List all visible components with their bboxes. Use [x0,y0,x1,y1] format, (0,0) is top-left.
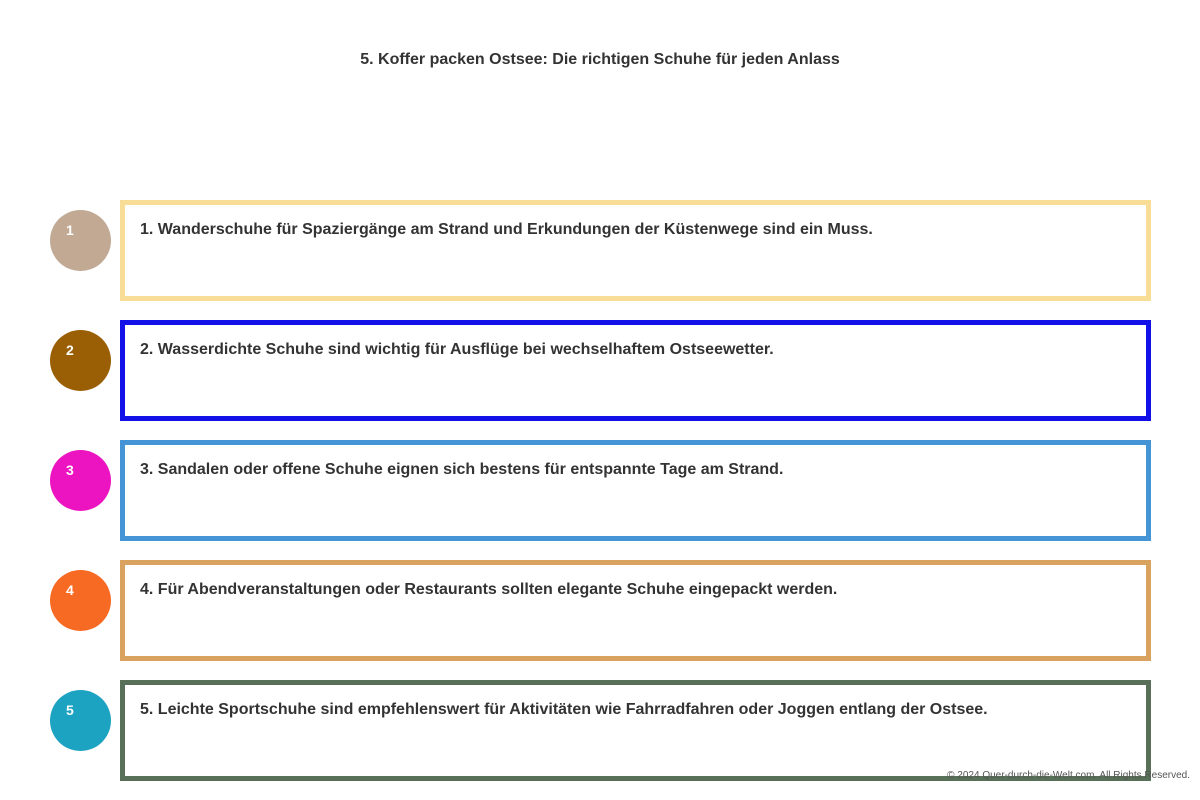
step-number-badge: 5 [50,690,111,751]
page-title: 5. Koffer packen Ostsee: Die richtigen Schuhe für jeden Anlass [360,51,840,68]
step-text: 5. Leichte Sportschuhe sind empfehlenswert für Aktivitäten wie Fahrradfahren oder Joggen entlang der Ostsee. [140,701,988,718]
copyright-footer: © 2024 Quer-durch-die-Welt.com. All Rights Reserved. [947,770,1190,781]
step-box [120,200,1151,301]
step-5 [50,680,1151,781]
step-number-badge: 2 [50,330,111,391]
step-box [120,560,1151,661]
step-3 [50,440,1151,541]
step-2 [50,320,1151,421]
step-1 [50,200,1151,301]
step-number-badge: 3 [50,450,111,511]
step-number-badge: 1 [50,210,111,271]
step-text: 3. Sandalen oder offene Schuhe eignen sich bestens für entspannte Tage am Strand. [140,461,784,478]
step-number-badge: 4 [50,570,111,631]
step-4 [50,560,1151,661]
step-box [120,680,1151,781]
step-text: 4. Für Abendveranstaltungen oder Restaurants sollten elegante Schuhe eingepackt werden. [140,581,838,598]
step-box [120,440,1151,541]
step-box [120,320,1151,421]
steps-list [50,200,1151,800]
step-text: 1. Wanderschuhe für Spaziergänge am Strand und Erkundungen der Küstenwege sind ein Muss. [140,221,873,238]
step-text: 2. Wasserdichte Schuhe sind wichtig für Ausflüge bei wechselhaftem Ostseewetter. [140,341,774,358]
